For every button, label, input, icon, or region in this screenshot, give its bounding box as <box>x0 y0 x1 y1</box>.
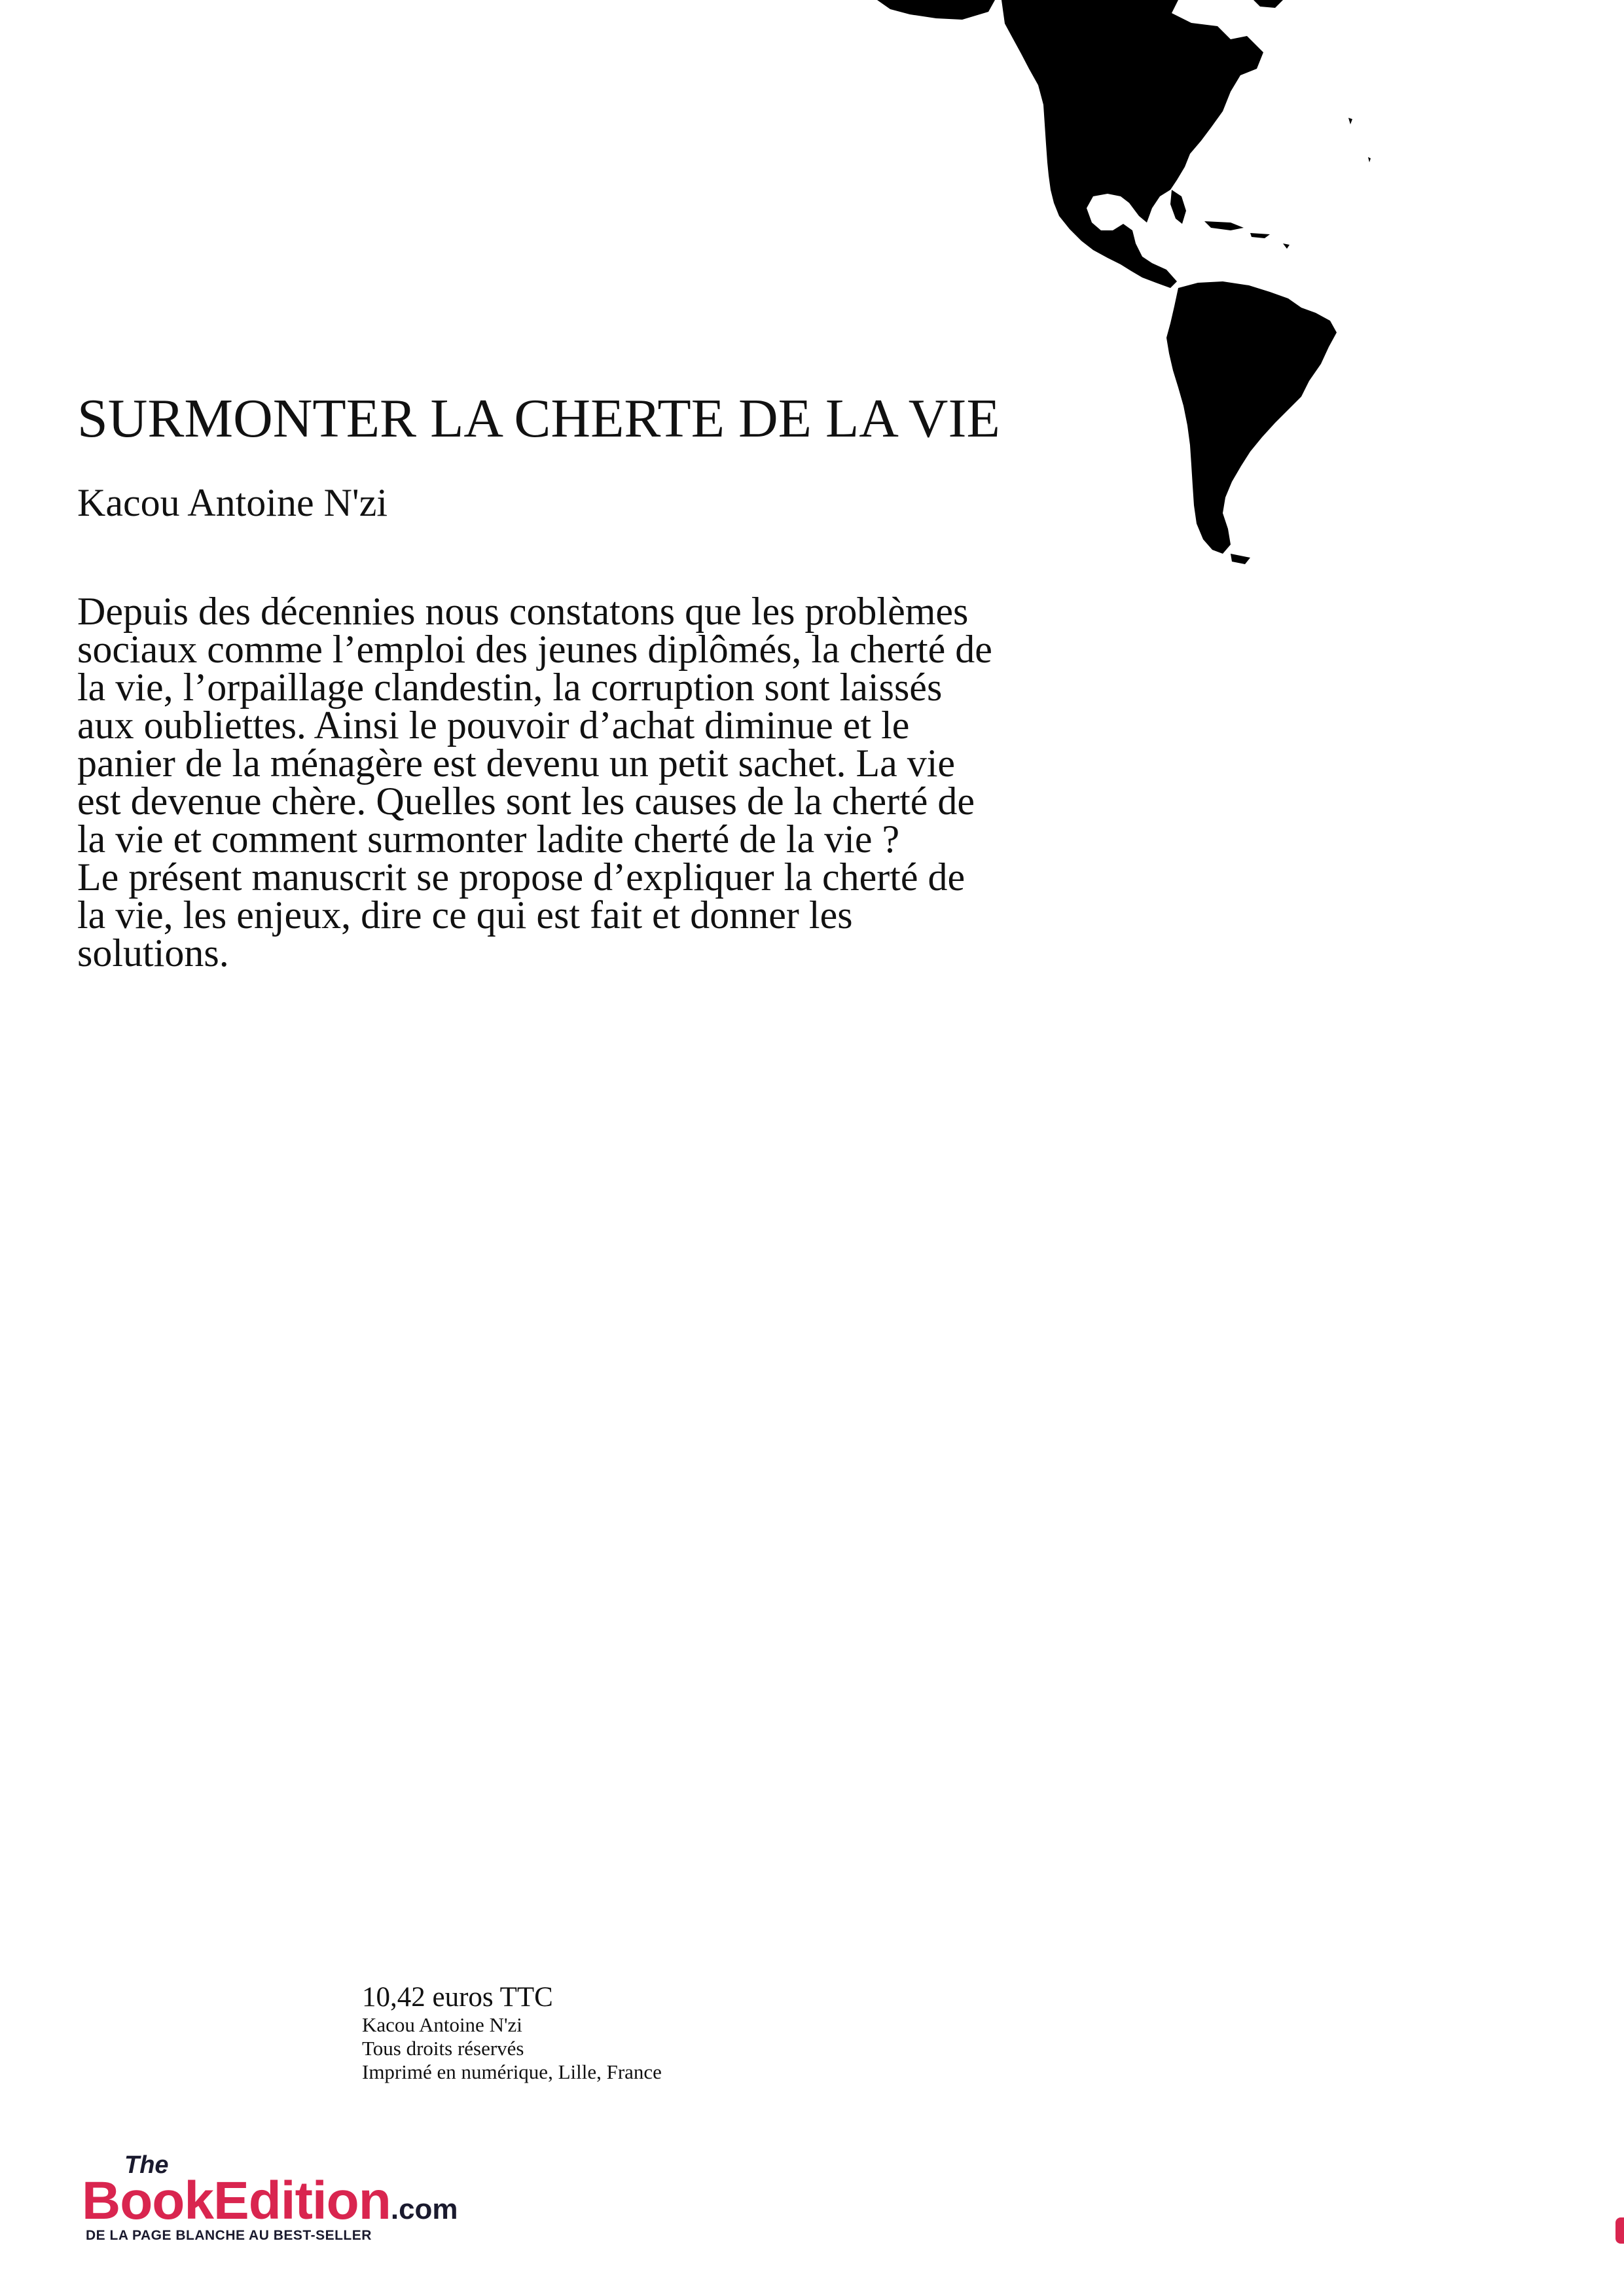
back-cover-blurb <box>77 590 1229 975</box>
americas-map-icon <box>864 0 1604 589</box>
book-author: Kacou Antoine N'zi <box>77 481 388 524</box>
logo-brand-text: BookEdition <box>82 2171 391 2231</box>
colophon-author: Kacou Antoine N'zi <box>362 2013 522 2036</box>
edge-decoration <box>1615 2217 1624 2244</box>
print-notice: Imprimé en numérique, Lille, France <box>362 2060 662 2083</box>
blurb-paragraph: Le présent manuscrit se propose d’expliquer la cherté de la vie, les enjeux, dire ce qui est fait et donner les solutions. <box>77 855 965 975</box>
book-title: SURMONTER LA CHERTE DE LA VIE <box>77 388 1000 449</box>
price-label: 10,42 euros TTC <box>362 1982 553 2013</box>
colophon <box>362 1982 662 2084</box>
logo-tagline: DE LA PAGE BLANCHE AU BEST-SELLER <box>86 2228 372 2243</box>
publisher-logo <box>82 2152 475 2244</box>
logo-the-text: The <box>124 2151 169 2179</box>
rights-notice: Tous droits réservés <box>362 2037 524 2060</box>
blurb-paragraph: Depuis des décennies nous constatons que les problèmes sociaux comme l’emploi des jeunes diplômés, la cherté de la vie, l’orpaillage clandestin, la corruption sont laissés aux oubliettes. Ainsi le pouvoir d’achat diminue et le panier de la ménagère est devenu un petit sachet. La vie est devenue chère. Quelles sont les causes de la cherté de la vie et comment surmonter ladite cherté de la vie ? <box>77 590 992 861</box>
logo-domain-text: .com <box>390 2193 458 2225</box>
